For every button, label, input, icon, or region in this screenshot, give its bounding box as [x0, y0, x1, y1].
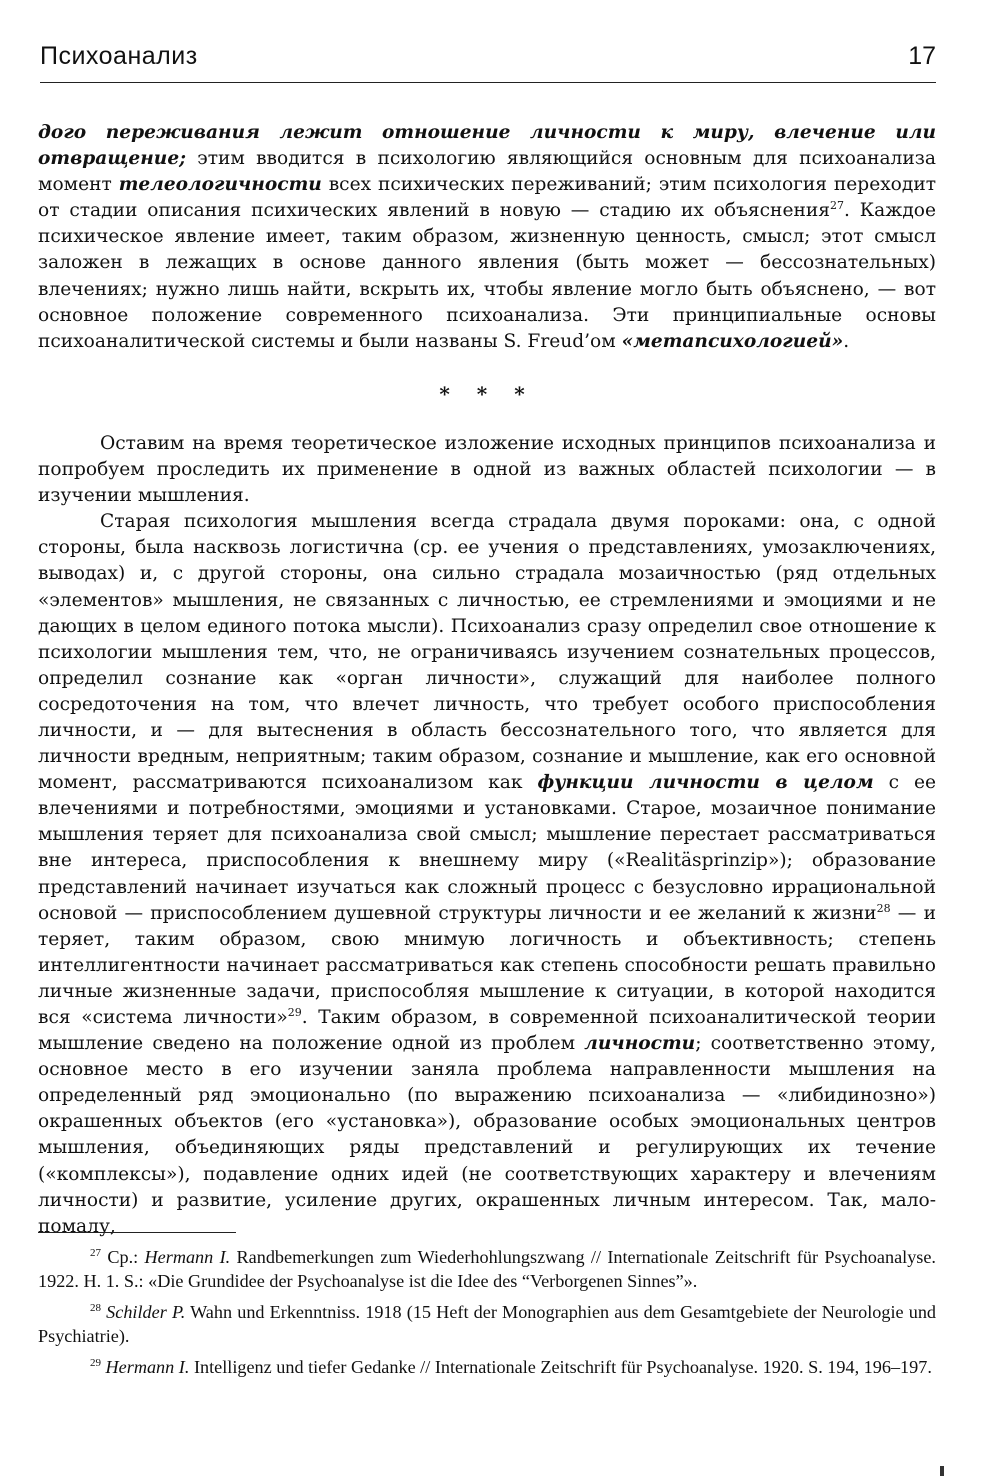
main-text [38, 120, 936, 1240]
footnote-ref-27: 27 [829, 199, 844, 213]
footnote-29: $^{29}$ Hermann I. Intelligenz und tiefer Gedanke // Internationale Zeitschrift für Psychoanalyse. 1920. S. 194, 196–197. [90, 1356, 932, 1377]
paragraph-3: Старая психология мышления всегда страдала двумя пороками: она, с одной стороны, была насквозь логистична (ср. ее учения о представлениях, умозаключениях, выводах) и, с другой стороны, она сильно страдала мозаичностью (ряд отдельных «элементов» мышления, не связанных с личностью, ее стремлениями и эмоциями и не дающих в целом единого потока мысли). Психоанализ сразу определил свое отношение к психологии мышления тем, что, не ограничиваясь изучением сознательных процессов, определил сознание как «орган личности», служащий для наиболее полного сосредоточения на том, что влечет личность, что требует особого приспособления личности, и — для вытеснения в область бессознательного того, что является для личности вредным, неприятным; таким образом, сознание и мышление, как его основной момент, рассматриваются психоанализом как функции личности в целом с ее влечениями и потребностями, эмоциями и установками. Старое, мозаичное понимание мышления теряет для психоанализа свой смысл; мышление перестает рассматриваться вне интереса, приспособления к внешнему миру («Realitäsprinzip»); образование представлений начинает изучаться как сложный процесс с безусловно иррациональной основой — приспособлением душевной структуры личности и ее желаний к жизни$^{28}$ — и теряет, таким образом, свою мнимую логичность и объективность; степень интеллигентности начинает рассматриваться как степень способности решать правильно личные жизненные задачи, приспособляя мышление к ситуации, в которой находится вся «система личности»$^{29}$. Таким образом, в современной психоаналитической теории мышление сведено на положение одной из проблем личности; соответственно этому, основное место в его изучении заняла проблема направленности мышления на определенный ряд эмоционально (по выражению психоанализа — «либидинозно») окрашенных объектов (его «установка»), образование особых эмоциональных центров мышления, объединяющих ряды представлений и регулирующих их течение («комплексы»), подавление одних идей (не соответствующих характеру и влечениям личности) и развитие, усиление других, окрашенных личным интересом. Так, мало-помалу, [38, 511, 936, 1237]
running-title: Психоанализ [40, 42, 198, 70]
footnote-28: $^{28}$ Schilder P. Wahn und Erkenntniss. 1918 (15 Heft der Monographien aus dem Gesamtgebiete der Neurologie und Psychiatrie). [38, 1301, 937, 1346]
footnote-author: Hermann I. [105, 1357, 190, 1377]
footnotes [38, 1246, 936, 1388]
footnote-ref-28: 28 [876, 901, 891, 915]
footnote-ref-29: 29 [287, 1005, 302, 1019]
italic-term: «метапсихологией» [621, 330, 844, 352]
section-separator: * * * [439, 381, 535, 406]
print-mark [940, 1466, 944, 1476]
running-header [40, 42, 936, 83]
footnote-author: Schilder P. [106, 1302, 186, 1322]
italic-term: личности [584, 1033, 696, 1055]
italic-term: телеологичности [118, 174, 322, 196]
footnote-author: Hermann I. [144, 1247, 231, 1267]
italic-phrase: функции личности в целом [537, 772, 874, 794]
footnote-divider [38, 1232, 236, 1233]
paragraph-1: дого переживания лежит отношение личности к миру, влечение или отвращение; этим вводится в психологию являющийся основным для психоанализа момент телеологичности всех психических переживаний; этим психология переходит от стадии описания психических явлений в новую — стадию их объяснения$^{27}$. Каждое психическое явление имеет, таким образом, жизненную ценность, смысл; этот смысл заложен в лежащих в основе данного явления (быть может — бессознательных) влечениях; нужно лишь найти, вскрыть их, чтобы явление могло быть объяснено, — вот основное положение современного психоанализа. Эти принципиальные основы психоаналитической системы и были названы S. Freud’ом «метапсихологией». [38, 122, 937, 352]
page-number: 17 [908, 42, 936, 70]
footnote-27: $^{27}$ Ср.: Hermann I. Randbemerkungen zum Wiederhohlungszwang // Internationale Zeitschrift für Psychoanalyse. 1922. H. 1. S.: «Die Grundidee der Psychoanalyse ist die Idee des “Verborgenen Sinnes”». [38, 1246, 936, 1291]
italic-phrase: дого переживания лежит отношение личности к миру, влечение или отвращение; [38, 122, 936, 170]
paragraph-2: Оставим на время теоретическое изложение исходных принципов психоанализа и попробуем проследить их применение в одной из важных областей психологии — в изучении мышления. [38, 432, 936, 507]
